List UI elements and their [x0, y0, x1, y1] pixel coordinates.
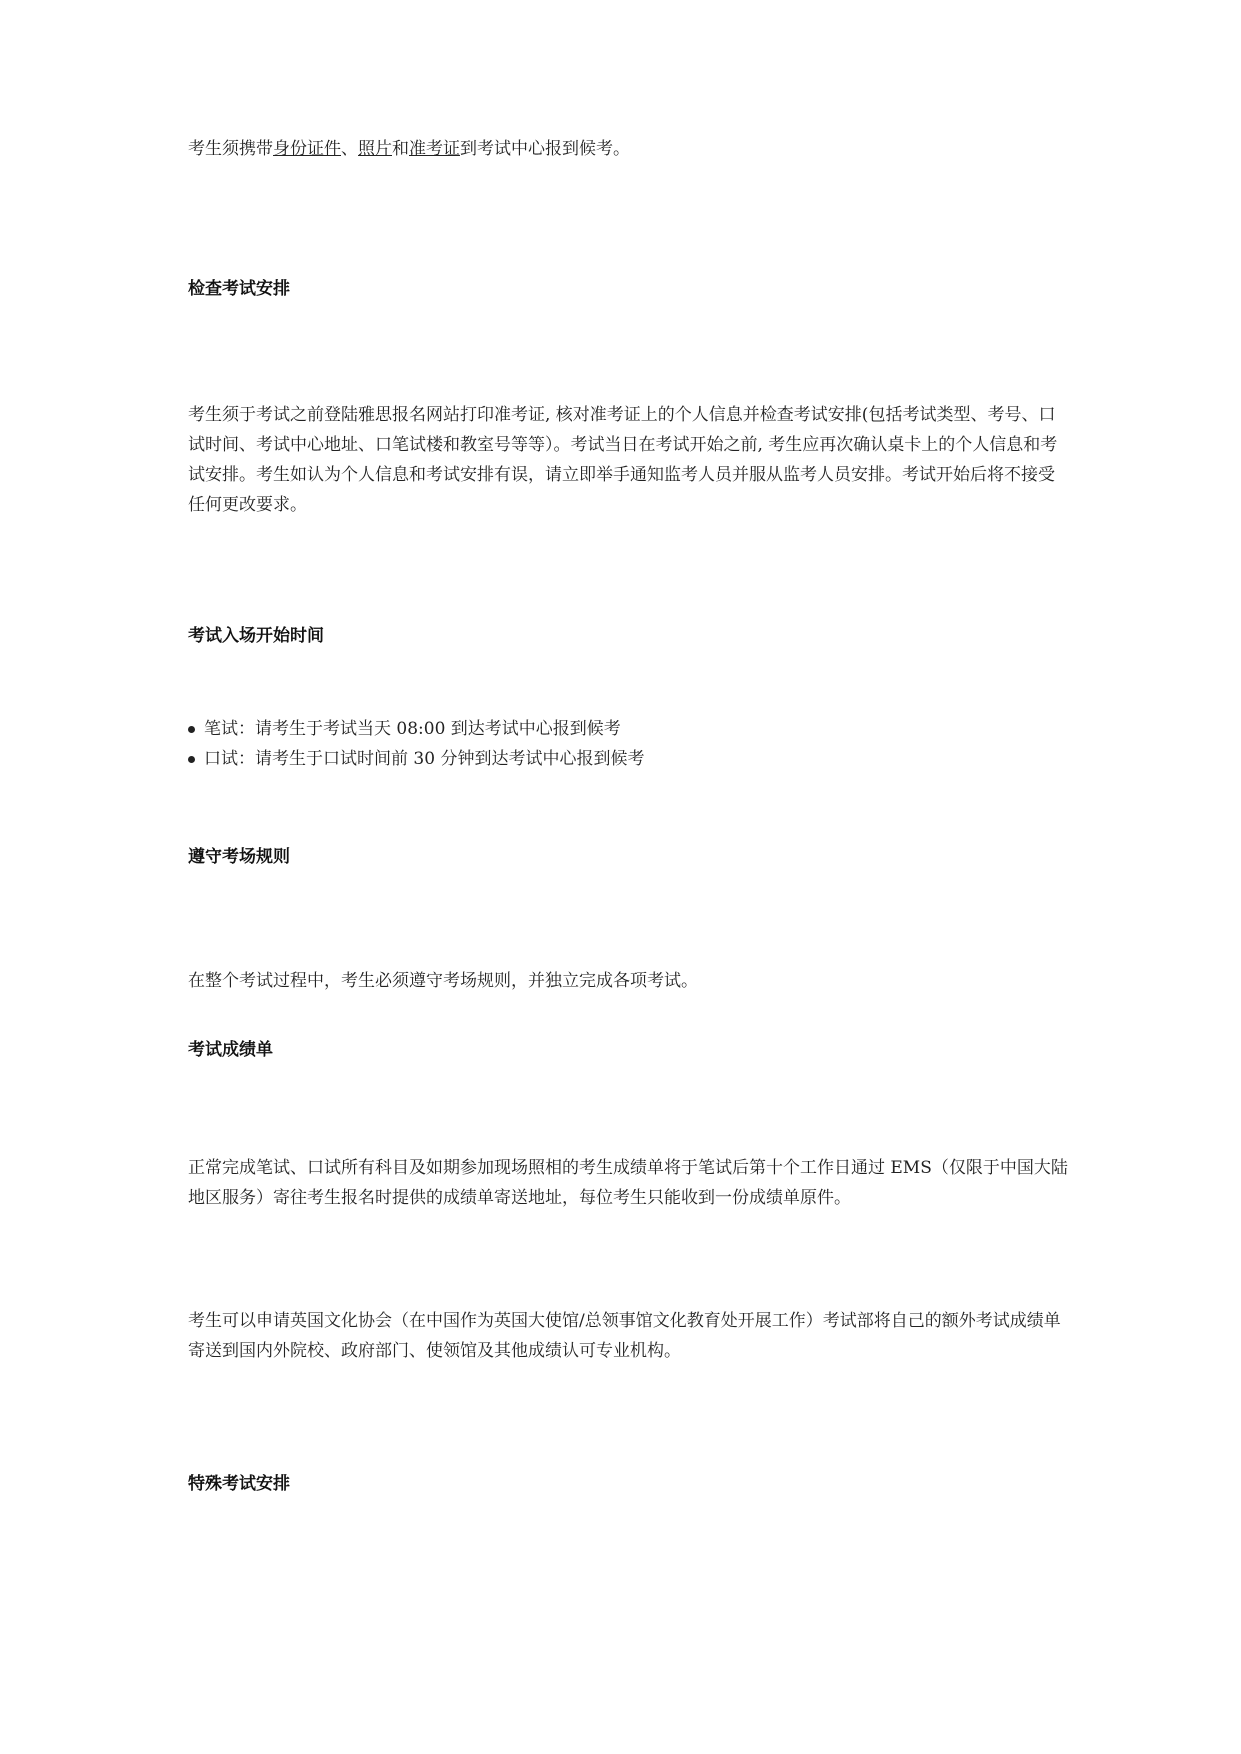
heading-entry-time: 考试入场开始时间: [188, 626, 324, 646]
intro-prefix: 考生须携带: [188, 139, 273, 159]
heading-results: 考试成绩单: [188, 1040, 273, 1060]
entry-speaking-text: 口试：请考生于口试时间前 30 分钟到达考试中心报到候考: [204, 749, 645, 769]
list-item: [188, 744, 1068, 774]
heading-special-arrangement: 特殊考试安排: [188, 1474, 290, 1494]
bullet-icon: [188, 726, 195, 733]
intro-sep-1: 、: [341, 139, 358, 159]
intro-sep-2: 和: [392, 139, 409, 159]
results-paragraph-1: 正常完成笔试、口试所有科目及如期参加现场照相的考生成绩单将于笔试后第十个工作日通过 EMS（仅限于中国大陆地区服务）寄往考生报名时提供的成绩单寄送地址，每位考生只能收到一份成绩单原件。: [188, 1158, 1068, 1208]
id-document-link[interactable]: 身份证件: [273, 139, 341, 159]
admission-ticket-link[interactable]: 准考证: [409, 139, 460, 159]
bullet-icon: [188, 756, 195, 763]
check-arrangement-paragraph: 考生须于考试之前登陆雅思报名网站打印准考证, 核对准考证上的个人信息并检查考试安排(包括考试类型、考号、口试时间、考试中心地址、口笔试楼和教室号等等）。考试当日在考试开始之前, 考生应再次确认桌卡上的个人信息和考试安排。考生如认为个人信息和考试安排有误，请立即举手通知监考人员并服从监考人员安排。考试开始后将不接受任何更改要求。: [188, 405, 1058, 515]
heading-exam-rules: 遵守考场规则: [188, 847, 290, 867]
intro-suffix: 到考试中心报到候考。: [460, 139, 630, 159]
entry-written-text: 笔试：请考生于考试当天 08:00 到达考试中心报到候考: [204, 719, 621, 739]
intro-paragraph: [188, 134, 1068, 164]
photo-link[interactable]: 照片: [358, 139, 392, 159]
list-item: [188, 714, 1068, 744]
results-paragraph-2: 考生可以申请英国文化协会（在中国作为英国大使馆/总领事馆文化教育处开展工作）考试部将自己的额外考试成绩单寄送到国内外院校、政府部门、使领馆及其他成绩认可专业机构。: [188, 1311, 1061, 1361]
entry-time-list: [188, 714, 1068, 774]
heading-check-arrangement: 检查考试安排: [188, 279, 290, 299]
exam-rules-paragraph: 在整个考试过程中，考生必须遵守考场规则，并独立完成各项考试。: [188, 971, 698, 991]
